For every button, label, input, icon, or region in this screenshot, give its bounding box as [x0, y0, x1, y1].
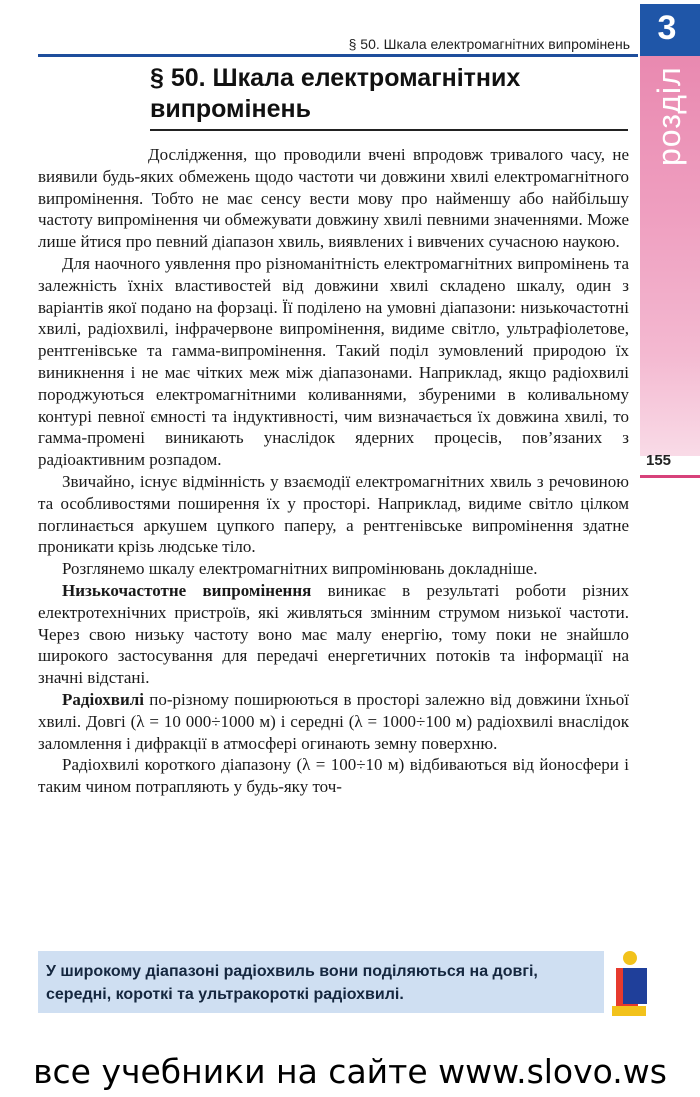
header-rule: [38, 54, 638, 57]
paragraph-2: Для наочного уявлення про різноманітність електромагнітних випромінень та залежність їхніх властивостей від довжини хвилі складено шкалу, один з варіантів якої подано на форзаці. Її поділено на умовні діапазони: низькочастотні хвилі, радіохвилі, інфрачервоне випромінення, видиме світло, ультрафіолетове, рентгенівське та гамма-випромінення. Такий поділ зумовлений природою їх виникнення і не має чітких меж між діапазонами. Наприклад, якщо радіохвилі породжуються електромагнітними коливаннями, збуреними в коливальному контурі певної ємності та індуктивності, чим визначається їх довжина хвилі, то гамма-промені виникають унаслідок ядерних процесів, пов’язаних з радіоактивним розпадом.: [38, 253, 629, 470]
footer-watermark: все учебники на сайте www.slovo.ws: [33, 1052, 667, 1091]
paragraph-6: [38, 689, 629, 754]
page-number-rule: [640, 475, 700, 478]
paragraph-1: Дослідження, що проводили вчені впродовж тривалого часу, не виявили будь-яких обмежень щодо частоти чи довжини хвилі електромагнітного випромінення. Тобто не має сенсу вести мову про найменшу або найбільшу частоту випромінення чи обмежувати довжину хвилі певними значеннями. Може лише йтися про певний діапазон хвиль, виявлених і вивчених сучасною наукою.: [38, 145, 629, 252]
running-head: § 50. Шкала електромагнітних випромінень: [348, 36, 630, 52]
title-rule: [150, 129, 628, 131]
paragraph-5-text: виникає в результаті роботи різних електротехнічних пристроїв, які живляться змінним струмом низької частоти. Через свою низьку частоту воно має малу енергію, тому поки не знайшло широкого застосування для передачі енергетичних потоків та інформації на значні відстані.: [38, 580, 630, 688]
paragraph-7: Радіохвилі короткого діапазону (λ = 100÷10 м) відбиваються від йоносфери і таким чином потрапляють у будь-яку точ-: [38, 755, 629, 797]
paragraph-3: Звичайно, існує відмінність у взаємодії електромагнітних хвиль з речовиною та особливостями поширення їх у просторі. Наприклад, видиме світло цілком поглинається аркушем цупкого паперу, а рентгенівське випромінення здатне проникати крізь людське тіло.: [38, 471, 629, 557]
section-title: [150, 63, 620, 125]
term-radio-waves: Радіохвилі: [62, 689, 145, 709]
chapter-number: 3: [657, 9, 677, 47]
paragraph-6-text: по-різному поширюються в просторі залежно від довжини їхньої хвилі. Довгі (λ = 10 000÷1000 м) і середні (λ = 1000÷100 м) радіохвилі внаслідок заломлення і дифракції в атмосфері огинають земну поверхню.: [38, 689, 629, 753]
info-box-text: У широкому діапазоні радіохвиль вони поділяються на довгі, середні, короткі та ультракороткі радіохвилі.: [46, 963, 538, 1003]
section-title-line1: § 50. Шкала електромагнітних: [150, 64, 521, 92]
chapter-label: розділ: [651, 66, 687, 166]
paragraph-4: Розглянемо шкалу електромагнітних випромінювань докладніше.: [62, 559, 538, 579]
body-text: [38, 144, 629, 798]
page-number: 155: [646, 452, 672, 469]
term-low-frequency: Низькочастотне випромінення: [62, 580, 312, 600]
paragraph-5: [38, 580, 629, 689]
section-title-line2: випромінень: [150, 95, 311, 123]
info-icon: [606, 950, 652, 1020]
